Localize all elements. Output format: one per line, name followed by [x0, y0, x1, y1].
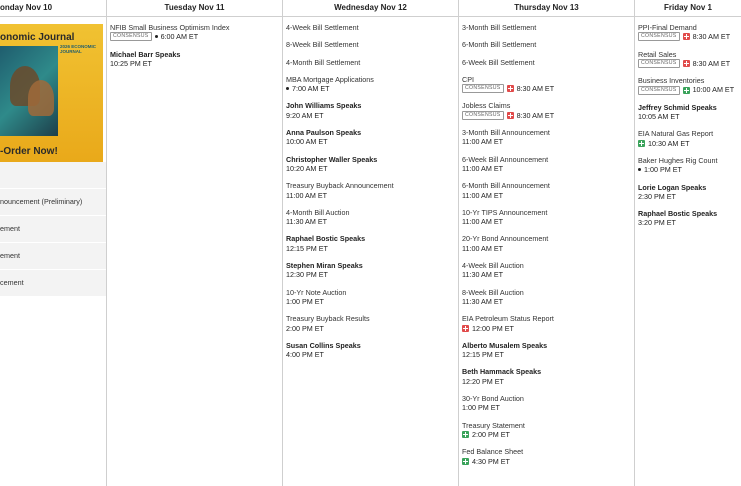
event-name-link[interactable]: 6-Month Bill Settlement [462, 40, 537, 50]
event-meta [638, 32, 738, 41]
event-time: 3:20 PM ET [638, 218, 676, 228]
day-column-monday [0, 0, 107, 486]
high-impact-plus-icon[interactable] [507, 112, 514, 119]
event-time: 11:30 AM ET [462, 296, 504, 306]
calendar-event[interactable] [638, 129, 738, 148]
event-name-link[interactable]: 3-Month Bill Announcement [462, 128, 550, 138]
day-column-wednesday [283, 0, 459, 486]
event-time: 2:00 PM ET [472, 429, 510, 439]
consensus-badge[interactable]: CONSENSUS [110, 32, 152, 41]
calendar-event[interactable] [286, 23, 455, 32]
calendar-event[interactable] [462, 181, 631, 200]
event-time: 7:00 AM ET [292, 84, 330, 94]
event-name-link[interactable]: Alberto Musalem Speaks [462, 340, 548, 350]
event-meta [638, 218, 738, 227]
event-meta [462, 350, 631, 359]
event-time: 10:20 AM ET [286, 163, 328, 173]
calendar-event[interactable] [462, 367, 631, 386]
calendar-event[interactable] [462, 101, 631, 120]
calendar-event[interactable] [286, 58, 455, 67]
event-name-link[interactable]: Retail Sales [638, 49, 677, 59]
event-meta [286, 137, 455, 146]
event-name-link[interactable]: 6-Week Bill Announcement [462, 154, 549, 164]
wednesday-event-list [283, 17, 458, 359]
calendar-event[interactable] [638, 156, 738, 175]
promo-title: onomic Journal [0, 32, 75, 43]
event-time: 6:00 AM ET [160, 32, 199, 42]
event-time: 11:00 AM ET [462, 217, 504, 227]
event-time: 4:00 PM ET [286, 350, 324, 360]
event-meta [462, 217, 631, 226]
monday-event-item[interactable]: ement [0, 216, 106, 243]
day-header-monday: onday Nov 10 [0, 0, 106, 17]
event-meta [638, 112, 738, 121]
event-name-link[interactable]: PPI-Final Demand [638, 23, 697, 32]
calendar-event[interactable] [462, 75, 631, 94]
consensus-badge[interactable]: CONSENSUS [638, 86, 680, 95]
calendar-event[interactable] [462, 421, 631, 440]
day-column-thursday [459, 0, 635, 486]
bull-figure-icon [28, 80, 54, 116]
event-name-link[interactable]: 4-Week Bill Settlement [286, 23, 359, 32]
bullet-icon [638, 168, 641, 171]
calendar-event[interactable] [286, 155, 455, 174]
event-name-link[interactable]: Fed Balance Sheet [462, 447, 524, 457]
calendar-event[interactable] [638, 23, 738, 42]
event-meta [286, 270, 455, 279]
event-time: 11:00 AM ET [462, 137, 504, 147]
event-time: 10:00 AM ET [286, 137, 328, 147]
event-name-link[interactable]: MBA Mortgage Applications [286, 74, 374, 84]
event-time: 8:30 AM ET [516, 84, 555, 94]
event-meta [638, 139, 738, 148]
event-time: 12:15 PM ET [462, 350, 504, 360]
high-impact-plus-icon[interactable] [683, 33, 690, 40]
high-impact-plus-icon[interactable] [507, 85, 514, 92]
event-name-link[interactable]: 30-Yr Bond Auction [462, 394, 524, 404]
event-meta [462, 324, 631, 333]
event-time: 2:00 PM ET [286, 323, 324, 333]
event-name-link[interactable]: 10-Yr Note Auction [286, 287, 347, 297]
event-meta [462, 111, 631, 120]
calendar-event[interactable] [286, 128, 455, 147]
event-time: 11:00 AM ET [462, 243, 504, 253]
calendar-event[interactable] [462, 288, 631, 307]
event-meta [462, 137, 631, 146]
event-meta [462, 430, 631, 439]
event-meta [110, 32, 279, 41]
event-name-link[interactable]: Treasury Buyback Announcement [286, 181, 394, 191]
event-meta [286, 111, 455, 120]
event-name-link[interactable]: John Williams Speaks [286, 101, 362, 111]
monday-event-item[interactable] [0, 162, 106, 189]
event-name-link[interactable]: Baker Hughes Rig Count [638, 155, 718, 165]
event-name-link[interactable]: 10-Yr TIPS Announcement [462, 207, 548, 217]
event-time: 2:30 PM ET [638, 191, 676, 201]
calendar-event[interactable] [286, 208, 455, 227]
event-time: 11:00 AM ET [462, 190, 504, 200]
book-cover-label: 2026 ECONOMIC JOURNAL [60, 44, 97, 54]
event-meta [462, 244, 631, 253]
calendar-event[interactable] [462, 341, 631, 360]
medium-impact-plus-icon[interactable] [638, 140, 645, 147]
event-name-link[interactable]: 6-Week Bill Settlement [462, 57, 535, 67]
event-time: 10:00 AM ET [692, 85, 735, 95]
economic-journal-promo[interactable] [0, 24, 103, 162]
event-meta [286, 191, 455, 200]
event-name-link[interactable]: Treasury Buyback Results [286, 314, 370, 324]
friday-event-list [635, 17, 741, 228]
calendar-event[interactable] [286, 341, 455, 360]
bullet-icon [286, 87, 289, 90]
event-name-link[interactable]: 3-Month Bill Settlement [462, 23, 537, 32]
event-meta [286, 350, 455, 359]
event-name-link[interactable]: Christopher Waller Speaks [286, 154, 378, 164]
event-meta [638, 165, 738, 174]
monday-event-item[interactable]: nouncement (Preliminary) [0, 189, 106, 216]
day-header-thursday: Thursday Nov 13 [459, 0, 634, 17]
event-name-link[interactable]: Anna Paulson Speaks [286, 128, 362, 138]
day-header-friday: Friday Nov 1 [635, 0, 741, 17]
event-meta [638, 192, 738, 201]
tuesday-event-list [107, 17, 282, 68]
calendar-event[interactable] [638, 50, 738, 69]
event-meta [462, 164, 631, 173]
event-time: 4:30 PM ET [472, 456, 510, 466]
event-meta [462, 457, 631, 466]
event-time: 1:00 PM ET [462, 403, 500, 413]
event-meta [462, 270, 631, 279]
calendar-event[interactable] [286, 75, 455, 94]
calendar-event[interactable] [462, 128, 631, 147]
event-name-link[interactable]: 4-Month Bill Auction [286, 207, 350, 217]
monday-event-item[interactable]: cement [0, 270, 106, 297]
event-time: 12:00 PM ET [472, 323, 514, 333]
calendar-event[interactable] [110, 50, 279, 69]
high-impact-plus-icon[interactable] [462, 325, 469, 332]
day-header-wednesday: Wednesday Nov 12 [283, 0, 458, 17]
event-time: 10:30 AM ET [648, 138, 690, 148]
high-impact-plus-icon[interactable] [683, 60, 690, 67]
event-name-link[interactable]: Business Inventories [638, 76, 705, 86]
thursday-event-list [459, 17, 634, 466]
monday-event-item[interactable]: ement [0, 243, 106, 270]
event-name-link[interactable]: Jobless Claims [462, 101, 511, 111]
event-meta [286, 164, 455, 173]
event-name-link[interactable]: 8-Week Bill Auction [462, 287, 524, 297]
event-name-link[interactable]: Raphael Bostic Speaks [286, 234, 366, 244]
event-name-link[interactable]: Lorie Logan Speaks [638, 182, 707, 192]
event-time: 1:00 PM ET [286, 296, 324, 306]
event-time: 8:30 AM ET [692, 32, 731, 42]
medium-impact-plus-icon[interactable] [462, 458, 469, 465]
event-time: 12:30 PM ET [286, 270, 328, 280]
event-time: 8:30 AM ET [516, 110, 555, 120]
event-time: 1:00 PM ET [644, 165, 682, 175]
event-meta [286, 84, 455, 93]
event-meta [286, 297, 455, 306]
event-name-link[interactable]: EIA Natural Gas Report [638, 129, 714, 139]
calendar-event[interactable] [286, 234, 455, 253]
event-time: 12:20 PM ET [462, 376, 504, 386]
event-meta [462, 403, 631, 412]
calendar-event[interactable] [462, 155, 631, 174]
event-time: 11:00 AM ET [286, 190, 328, 200]
event-name-link[interactable]: 20-Yr Bond Announcement [462, 234, 549, 244]
event-meta [286, 217, 455, 226]
calendar-event[interactable] [462, 40, 631, 49]
event-time: 11:30 AM ET [286, 217, 328, 227]
calendar-event[interactable] [638, 209, 738, 228]
event-meta [638, 85, 738, 94]
calendar-event[interactable] [462, 58, 631, 67]
calendar-event[interactable] [462, 208, 631, 227]
event-time: 10:05 AM ET [638, 112, 680, 122]
event-meta [462, 191, 631, 200]
event-time: 10:25 PM ET [110, 58, 152, 68]
consensus-badge[interactable]: CONSENSUS [638, 32, 680, 41]
event-name-link[interactable]: 6-Month Bill Announcement [462, 181, 550, 191]
event-meta [462, 297, 631, 306]
calendar-event[interactable] [286, 101, 455, 120]
calendar-event[interactable] [462, 23, 631, 32]
event-time: 8:30 AM ET [692, 58, 731, 68]
event-name-link[interactable]: 4-Week Bill Auction [462, 261, 524, 271]
calendar-event[interactable] [638, 76, 738, 95]
calendar-event[interactable] [462, 314, 631, 333]
event-time: 11:00 AM ET [462, 163, 504, 173]
day-column-friday [635, 0, 741, 486]
event-name-link[interactable]: Beth Hammack Speaks [462, 367, 542, 377]
event-time: 9:20 AM ET [286, 110, 324, 120]
monday-event-list [0, 162, 106, 297]
consensus-badge[interactable]: CONSENSUS [462, 84, 504, 93]
event-name-link[interactable]: Jeffrey Schmid Speaks [638, 102, 717, 112]
calendar-event[interactable] [110, 23, 279, 42]
event-name-link[interactable]: Michael Barr Speaks [110, 49, 181, 59]
calendar-event[interactable] [286, 261, 455, 280]
preorder-cta[interactable]: -Order Now! [0, 146, 58, 157]
calendar-event[interactable] [286, 288, 455, 307]
event-name-link[interactable]: Stephen Miran Speaks [286, 261, 363, 271]
event-meta [462, 377, 631, 386]
event-name-link[interactable]: NFIB Small Business Optimism Index [110, 23, 230, 32]
medium-impact-plus-icon[interactable] [683, 87, 690, 94]
event-name-link[interactable]: Treasury Statement [462, 420, 525, 430]
event-name-link[interactable]: CPI [462, 74, 474, 84]
event-meta [286, 324, 455, 333]
event-meta [286, 244, 455, 253]
event-name-link[interactable]: Raphael Bostic Speaks [638, 209, 718, 219]
calendar-event[interactable] [462, 234, 631, 253]
consensus-badge[interactable]: CONSENSUS [638, 59, 680, 68]
bullet-icon [155, 35, 158, 38]
event-time: 11:30 AM ET [462, 270, 504, 280]
calendar-event[interactable] [286, 314, 455, 333]
calendar-event[interactable] [286, 181, 455, 200]
event-meta [462, 84, 631, 93]
medium-impact-plus-icon[interactable] [462, 431, 469, 438]
event-time: 12:15 PM ET [286, 243, 328, 253]
calendar-event[interactable] [638, 103, 738, 122]
calendar-event[interactable] [462, 394, 631, 413]
consensus-badge[interactable]: CONSENSUS [462, 111, 504, 120]
calendar-event[interactable] [462, 447, 631, 466]
event-meta [110, 59, 279, 68]
event-meta [638, 59, 738, 68]
day-column-tuesday [107, 0, 283, 486]
calendar-event[interactable] [462, 261, 631, 280]
event-name-link[interactable]: Susan Collins Speaks [286, 340, 361, 350]
day-header-tuesday: Tuesday Nov 11 [107, 0, 282, 17]
event-name-link[interactable]: 4-Month Bill Settlement [286, 57, 361, 67]
calendar-event[interactable] [286, 40, 455, 49]
event-name-link[interactable]: 8-Week Bill Settlement [286, 40, 359, 50]
calendar-event[interactable] [638, 183, 738, 202]
event-name-link[interactable]: EIA Petroleum Status Report [462, 314, 554, 324]
book-cover-image [0, 46, 58, 136]
